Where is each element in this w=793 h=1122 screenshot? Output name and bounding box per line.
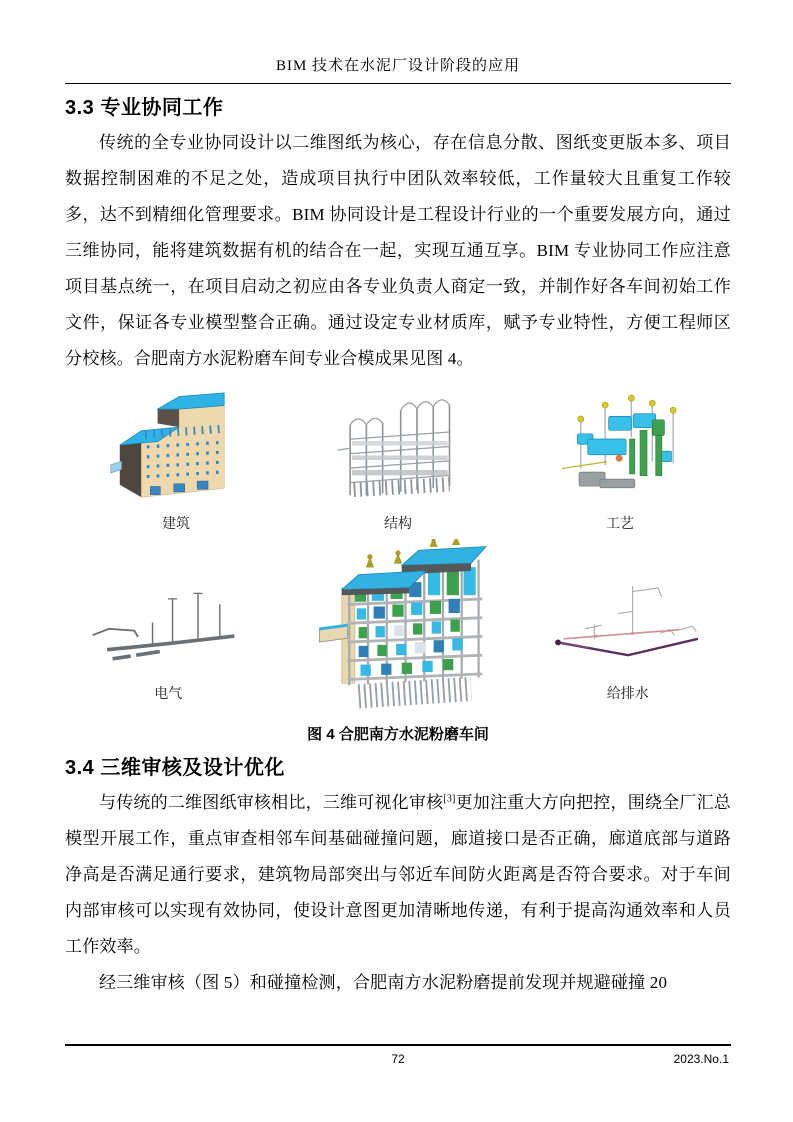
combined-model-image — [303, 539, 493, 717]
process-model-image — [550, 385, 690, 507]
section-3-3-heading: 3.3 专业协同工作 — [65, 97, 224, 119]
process-label: 工艺 — [606, 517, 634, 532]
plumbing-label: 给排水 — [606, 687, 649, 702]
combined-model-cell — [271, 539, 524, 717]
plumbing-model-image — [538, 577, 718, 677]
running-title: BIM 技术在水泥厂设计阶段的应用 — [65, 54, 731, 84]
paragraph-1-text-after-ref: 更加注重大方向把控，围绕全厂汇总模型开展工作，重点审查相邻车间基础碰撞问题，廊道接口是否正确，廊道底部与道路净高是否满足通行要求，建筑物局部突出与邻近车间防火距离是否符合要求。对于车间内部审核可以实现有效协同，使设计意图更加清晰地传递，有利于提高沟通效率和人员工作效率。 — [65, 793, 731, 956]
process-cell — [509, 385, 731, 533]
reference-superscript: [3] — [443, 793, 456, 805]
figure-4-row-1 — [65, 385, 731, 533]
paragraph-1-text-before-ref: 与传统的二维图纸审核相比，三维可视化审核 — [99, 793, 444, 812]
architecture-model-image — [109, 385, 244, 507]
architecture-label: 建筑 — [162, 517, 190, 532]
structure-model-image — [328, 385, 468, 507]
figure-4-caption: 图 4 合肥南方水泥粉磨车间 — [307, 726, 489, 743]
electrical-model-image — [78, 577, 258, 677]
structure-label: 结构 — [384, 517, 412, 532]
issue-number: 2023.No.1 — [673, 1052, 729, 1066]
page-number: 72 — [391, 1052, 405, 1066]
plumbing-cell — [525, 577, 731, 717]
section-3-4-heading: 3.4 三维审核及设计优化 — [65, 757, 285, 779]
section-3-3-paragraph: 传统的全专业协同设计以二维图纸为核心，存在信息分散、图纸变更版本多、项目数据控制困难的不足之处，造成项目执行中团队效率较低，工作量较大且重复工作较多，达不到精细化管理要求。BIM 协同设计是工程设计行业的一个重要发展方向，通过三维协同，能将建筑数据有机的结合在一起，实现互通互享。BIM 专业协同工作应注意项目基点统一，在项目启动之初应由各专业负责人商定一致，并制作好各车间初始工作文件，保证各专业模型整合正确。通过设定专业材质库，赋予专业特性，方便工程师区分校核。合肥南方水泥粉磨车间专业合模成果见图 4。 — [65, 133, 731, 368]
section-3-4-paragraph-1 — [65, 785, 731, 965]
section-3-4-paragraph-2: 经三维审核（图 5）和碰撞检测，合肥南方水泥粉磨提前发现并规避碰撞 20 — [99, 973, 668, 992]
page-footer — [65, 1044, 731, 1072]
figure-4 — [65, 385, 731, 744]
figure-4-row-2 — [65, 539, 731, 717]
structure-cell — [287, 385, 509, 533]
electrical-label: 电气 — [154, 687, 183, 702]
electrical-cell — [65, 577, 271, 717]
architecture-cell — [65, 385, 287, 533]
